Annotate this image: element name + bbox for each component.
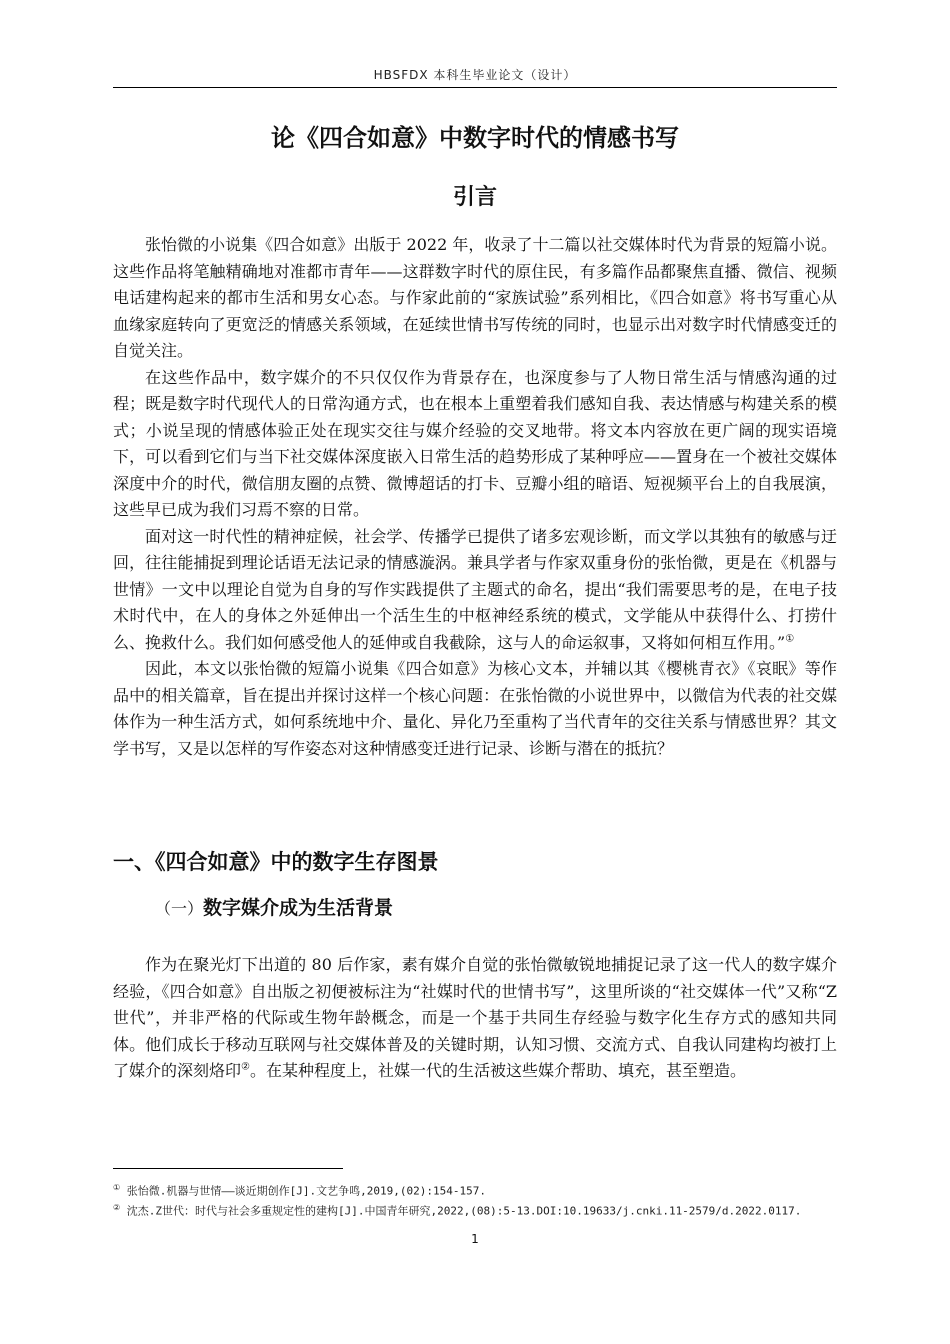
document-title: 论《四合如意》中数字时代的情感书写 [271, 124, 679, 152]
footnote-rule [113, 1168, 343, 1169]
subsection-1-heading [155, 893, 835, 920]
footnotes [113, 1180, 837, 1219]
footnote-1 [113, 1180, 837, 1200]
section-1-body [113, 952, 837, 1085]
header-rule [113, 87, 837, 88]
footnote-2 [113, 1200, 837, 1220]
subsection-1-title: 数字媒介成为生活背景 [203, 897, 394, 919]
section-1-paragraph-1 [113, 952, 837, 1085]
section-1-heading: 一、《四合如意》中的数字生存图景 [113, 850, 439, 874]
section-1-paragraph-1a: 作为在聚光灯下出道的 80 后作家，素有媒介自觉的张怡微敏锐地捕捉记录了这一代人的数字媒介经验，《四合如意》自出版之初便被标注为“社媒时代的世情书写”，这里所谈的“社交媒体一代”又称“Z 世代”，并非严格的代际或生物年龄概念，而是一个基于共同生存经验与数字化生存方式的感知共同体。他们成长于移动互联网与社交媒体普及的关键时期，认知习惯、交流方式、自我认同建构均被打上了媒介的深刻烙印 [113, 955, 837, 1080]
footnote-1-text: 张怡微.机器与世情——谈近期创作[J].文艺争鸣,2019,(02):154-157. [120, 1184, 486, 1198]
intro-section [113, 232, 837, 762]
footnote-ref-2[interactable]: ② [241, 1061, 250, 1073]
footnote-1-marker: ① [113, 1183, 121, 1192]
intro-paragraph-3-text: 面对这一时代性的精神症候，社会学、传播学已提供了诸多宏观诊断，而文学以其独有的敏感与迂回，往往能捕捉到理论话语无法记录的情感漩涡。兼具学者与作家双重身份的张怡微，更是在《机器与世情》一文中以理论自觉为自身的写作实践提供了主题式的命名，提出“我们需要思考的是，在电子技术时代中，在人的身体之外延伸出一个活生生的中枢神经系统的模式，文学能从中获得什么、打捞什么、挽救什么。我们如何感受他人的延伸或自我截除，这与人的命运叙事，又将如何相互作用。” [113, 526, 837, 652]
footnote-2-text: 沈杰.Z世代：时代与社会多重规定性的建构[J].中国青年研究,2022,(08):5-13.DOI:10.19633/j.cnki.11-2579/d.2022.0117. [120, 1204, 802, 1218]
intro-paragraph-1: 张怡微的小说集《四合如意》出版于 2022 年，收录了十二篇以社交媒体时代为背景的短篇小说。这些作品将笔触精确地对准都市青年——这群数字时代的原住民，有多篇作品都聚焦直播、微信、视频电话建构起来的都市生活和男女心态。与作家此前的“家族试验”系列相比，《四合如意》将书写重心从血缘家庭转向了更宽泛的情感关系领域，在延续世情书写传统的同时，也显示出对数字时代情感变迁的自觉关注。 [113, 235, 837, 360]
intro-paragraph-3 [113, 524, 837, 657]
footnote-ref-1[interactable]: ① [785, 633, 795, 645]
page-number: 1 [471, 1232, 479, 1246]
running-head: HBSFDX 本科生毕业论文（设计） [373, 68, 577, 82]
intro-paragraph-4: 因此，本文以张怡微的短篇小说集《四合如意》为核心文本，并辅以其《樱桃青衣》《哀眠》等作品中的相关篇章，旨在提出并探讨这样一个核心问题：在张怡微的小说世界中，以微信为代表的社交媒体作为一种生活方式，如何系统地中介、量化、异化乃至重构了当代青年的交往关系与情感世界？其文学书写，又是以怎样的写作姿态对这种情感变迁进行记录、诊断与潜在的抵抗？ [113, 659, 837, 758]
intro-paragraph-2: 在这些作品中，数字媒介的不只仅仅作为背景存在，也深度参与了人物日常生活与情感沟通的过程；既是数字时代现代人的日常沟通方式，也在根本上重塑着我们感知自我、表达情感与构建关系的模式；小说呈现的情感体验正处在现实交往与媒介经验的交叉地带。将文本内容放在更广阔的现实语境下，可以看到它们与当下社交媒体深度嵌入日常生活的趋势形成了某种呼应——置身在一个被社交媒体深度中介的时代，微信朋友圈的点赞、微博超话的打卡、豆瓣小组的暗语、短视频平台上的自我展演，这些早已成为我们习焉不察的日常。 [113, 367, 837, 519]
subsection-1-prefix: （一） [155, 899, 204, 918]
footnote-2-marker: ② [113, 1202, 121, 1212]
intro-heading: 引言 [452, 185, 497, 210]
section-1-paragraph-1b: 。在某种程度上，社媒一代的生活被这些媒介帮助、填充，甚至塑造。 [249, 1061, 746, 1080]
